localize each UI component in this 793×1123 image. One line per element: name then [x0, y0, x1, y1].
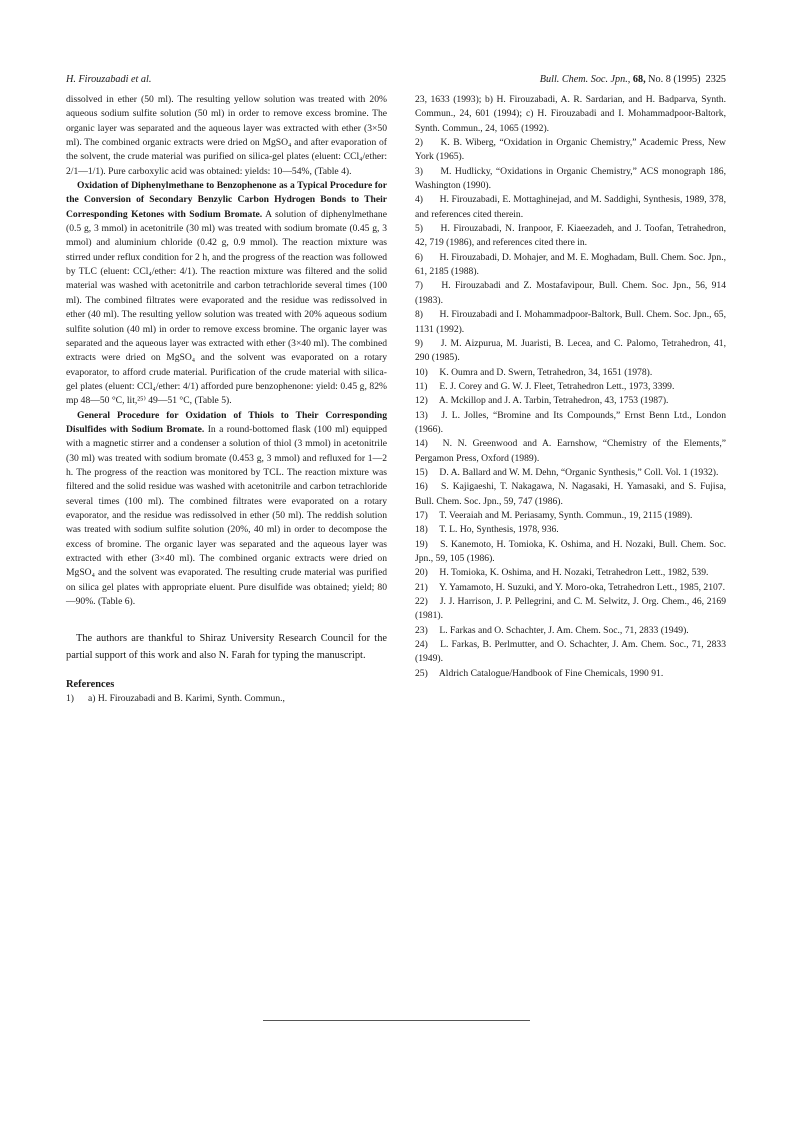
reference-text: S. Kanemoto, H. Tomioka, K. Oshima, and H. Nozaki, Bull. Chem. Soc. Jpn., 59, 105 (1986).	[415, 538, 726, 564]
reference-number: 25)	[415, 667, 428, 679]
reference-number: 8)	[415, 309, 423, 321]
reference-item	[415, 136, 726, 165]
reference-text: J. J. Harrison, J. P. Pellegrini, and C. M. Selwitz, J. Org. Chem., 46, 2169 (1981).	[415, 596, 726, 622]
reference-number: 24)	[415, 639, 428, 651]
reference-item	[415, 509, 726, 523]
reference-number: 18)	[415, 524, 428, 536]
reference-text: T. L. Ho, Synthesis, 1978, 936.	[437, 524, 559, 536]
reference-item	[415, 595, 726, 624]
reference-number: 21)	[415, 581, 428, 593]
reference-number: 13)	[415, 409, 428, 421]
reference-text: H. Firouzabadi and I. Mohammadpoor-Baltork, Bull. Chem. Soc. Jpn., 65, 1131 (1992).	[415, 309, 726, 335]
reference-item	[415, 193, 726, 222]
reference-number: 23)	[415, 624, 428, 636]
running-header	[66, 73, 726, 87]
header-volume: 68,	[632, 74, 646, 85]
reference-item	[415, 165, 726, 194]
acknowledgement: The authors are thankful to Shiraz University Research Council for the partial support of this work and also N. Farah for typing the manuscript.	[66, 633, 387, 661]
reference-text: L. Farkas and O. Schachter, J. Am. Chem. Soc., 71, 2833 (1949).	[437, 624, 689, 636]
reference-item	[415, 466, 726, 480]
reference-text: A. Mckillop and J. A. Tarbin, Tetrahedron, 43, 1753 (1987).	[437, 395, 669, 407]
reference-number: 11)	[415, 380, 428, 392]
reference-text: J. M. Aizpurua, M. Juaristi, B. Lecea, and C. Palomo, Tetrahedron, 41, 290 (1985).	[415, 337, 726, 364]
reference-item	[415, 279, 726, 308]
reference-text: J. L. Jolles, “Bromine and Its Compounds,” Ernst Benn Ltd., London (1966).	[415, 409, 726, 435]
left-column	[66, 93, 387, 706]
reference-item	[415, 366, 726, 380]
reference-text: H. Tomioka, K. Oshima, and H. Nozaki, Tetrahedron Lett., 1982, 539.	[437, 567, 709, 579]
reference-item	[415, 437, 726, 466]
reference-item	[415, 380, 726, 394]
reference-item	[415, 409, 726, 438]
reference-item	[415, 581, 726, 595]
header-issue: No. 8 (1995)	[648, 74, 701, 85]
paragraph-continued: dissolved in ether (50 ml). The resulting yellow solution was treated with 20% aqueous sodium sulfite solution (50 ml) in order to remove excess bromine. The organic layer was separated and the aqueous layer was extracted with ether (3×50 ml). The combined organic extracts were dried on MgSO₄ and after evaporation of the solvent, the crude material was purified on silica-gel plates (eluent: CCl₄/ether: 2/1—1/1). Pure carboxylic acid was obtained: yields: 10—54%, (Table 4).	[66, 94, 387, 177]
reference-text: H. Firouzabadi, D. Mohajer, and M. E. Moghadam, Bull. Chem. Soc. Jpn., 61, 2185 (1988).	[415, 251, 726, 278]
header-page-number: 2325	[705, 74, 726, 85]
reference-text: H. Firouzabadi, E. Mottaghinejad, and M. Saddighi, Synthesis, 1989, 378, and references cited therein.	[415, 194, 726, 220]
reference-number: 9)	[415, 337, 423, 349]
reference-item	[66, 692, 387, 706]
reference-item	[415, 394, 726, 408]
references-heading: References	[66, 678, 115, 690]
reference-item	[415, 222, 726, 251]
reference-number: 4)	[415, 194, 423, 206]
reference-text: D. A. Ballard and W. M. Dehn, “Organic Synthesis,” Coll. Vol. 1 (1932).	[437, 466, 719, 478]
right-column	[415, 93, 726, 681]
reference-number: 10)	[415, 366, 428, 378]
reference-item	[415, 480, 726, 509]
reference-text: T. Veeraiah and M. Periasamy, Synth. Commun., 19, 2115 (1989).	[437, 509, 693, 521]
reference-item	[415, 251, 726, 280]
reference-text: S. Kajigaeshi, T. Nakagawa, N. Nagasaki, H. Yamasaki, and S. Fujisa, Bull. Chem. Soc. Jpn., 59, 747 (1986).	[415, 481, 726, 507]
section-diphenylmethane	[66, 179, 387, 409]
reference-item	[415, 566, 726, 580]
reference-text: N. N. Greenwood and A. Earnshow, “Chemistry of the Elements,” Pergamon Press, Oxford (1989).	[415, 438, 726, 464]
reference-number: 5)	[415, 223, 423, 235]
reference-text: E. J. Corey and G. W. J. Fleet, Tetrahedron Lett., 1973, 3399.	[437, 380, 675, 392]
reference-list	[415, 136, 726, 681]
end-rule	[263, 1020, 530, 1021]
section-body: In a round-bottomed flask (100 ml) equipped with a magnetic stirrer and a condenser a solution of thiol (3 mmol) in acetonitrile (30 ml) was treated with sodium bromate (0.453 g, 3 mmol) and refluxed for 1—2 h. The progress of the reaction was monitored by TCL. The reaction mixture was filtered and the solid residue was washed with acetonitrile and carbon tetrachloride several times (100 ml). The combined filtrates were evaporated on a rotary evaporator, and the residue was redissolved in ether (50 ml). The reddish solution was treated with sodium sulfite solution (20%, 40 ml) in order to decompose the excess of bromine. The organic layer was separated and the aqueous layer was extracted with ether (3×40 ml). The combined organic extracts were dried on MgSO₄ and the solvent was evaporated. The resulting crude material was purified on silica gel plates with appropriate eluent. Pure disulfide was obtained; yield; 80—90%. (Table 6).	[66, 423, 387, 608]
reference-number: 20)	[415, 567, 428, 579]
section-thiols	[66, 409, 387, 610]
reference-text: Y. Yamamoto, H. Suzuki, and Y. Moro-oka, Tetrahedron Lett., 1985, 2107.	[437, 581, 726, 593]
reference-item	[415, 638, 726, 667]
reference-text: Aldrich Catalogue/Handbook of Fine Chemicals, 1990 91.	[437, 667, 664, 679]
reference-item-continued: 23, 1633 (1993); b) H. Firouzabadi, A. R. Sardarian, and H. Badparva, Synth. Commun., 24, 601 (1994); c) H. Firouzabadi and I. Mohammadpoor-Baltork, Synth. Commun., 24, 1065 (1992).	[415, 94, 726, 134]
reference-number: 3)	[415, 165, 423, 177]
reference-number: 12)	[415, 395, 428, 407]
reference-item	[415, 667, 726, 681]
reference-item	[415, 308, 726, 337]
reference-number: 6)	[415, 251, 423, 263]
reference-text: H. Firouzabadi, N. Iranpoor, F. Kiaeezadeh, and J. Toofan, Tetrahedron, 42, 719 (1986), and references cited there in.	[415, 223, 726, 249]
reference-number: 7)	[415, 280, 423, 292]
header-journal: Bull. Chem. Soc. Jpn.,	[539, 74, 631, 85]
reference-number: 19)	[415, 538, 428, 550]
reference-number: 14)	[415, 438, 428, 450]
reference-item	[415, 624, 726, 638]
reference-number: 17)	[415, 509, 428, 521]
reference-text: K. Oumra and D. Swern, Tetrahedron, 34, 1651 (1978).	[437, 366, 653, 378]
reference-number: 1)	[66, 692, 74, 704]
reference-number: 15)	[415, 466, 428, 478]
header-citation	[540, 73, 726, 87]
header-authors: H. Firouzabadi et al.	[66, 74, 152, 85]
section-heading: Oxidation of Diphenylmethane to Benzophenone as a Typical Procedure for the Conversion of Secondary Benzylic Carbon Hydrogen Bonds to Their Corresponding Ketones with Sodium Bromate.	[66, 180, 387, 220]
section-heading: General Procedure for Oxidation of Thiols to Their Corresponding Disulfides with Sodium Bromate.	[66, 409, 387, 435]
reference-number: 16)	[415, 481, 428, 493]
reference-item	[415, 337, 726, 366]
reference-text: a) H. Firouzabadi and B. Karimi, Synth. Commun.,	[88, 692, 285, 704]
section-body: A solution of diphenylmethane (0.5 g, 3 mmol) in acetonitrile (30 ml) was treated with sodium bromate (0.45 g, 3 mmol) and aluminium chloride (0.42 g, 0.9 mmol). The reaction mixture was stirred under reflux condition for 2 h, and the progress of the reaction was followed by TLC (eluent: CCl₄/ether: 4/1). The reaction mixture was filtered and the solid material was washed with acetonitrile and carbon tetrachloride several times (100 ml). The combined filtrates were evaporated and the residue was redissolved in ether (40 ml). The resulting yellow solution was treated with 20% aqueous sodium sulfite solution (40 ml) in order to remove excess bromine. The organic layer was separated and the aqueous layer was extracted with ether (3×40 ml). The combined extracts were dried on MgSO₄ and the solvent was evaporated on a rotary evaporator, to afford crude material. Purification of the crude material with silica-gel plates (eluent: CCl₄/ether: 4/1) afforded pure benzophenone: yield: 0.45 g, 82% mp 48—50 °C, lit,²⁵⁾ 49—51 °C, (Table 5).	[66, 208, 387, 407]
reference-item	[415, 523, 726, 537]
reference-item	[415, 538, 726, 567]
reference-text: K. B. Wiberg, “Oxidation in Organic Chemistry,” Academic Press, New York (1965).	[415, 137, 726, 163]
reference-number: 2)	[415, 137, 423, 149]
reference-text: M. Hudlicky, “Oxidations in Organic Chemistry,” ACS monograph 186, Washington (1990).	[415, 165, 726, 192]
reference-number: 22)	[415, 596, 428, 608]
reference-text: H. Firouzabadi and Z. Mostafavipour, Bull. Chem. Soc. Jpn., 56, 914 (1983).	[415, 280, 726, 306]
reference-text: L. Farkas, B. Perlmutter, and O. Schachter, J. Am. Chem. Soc., 71, 2833 (1949).	[415, 639, 726, 665]
